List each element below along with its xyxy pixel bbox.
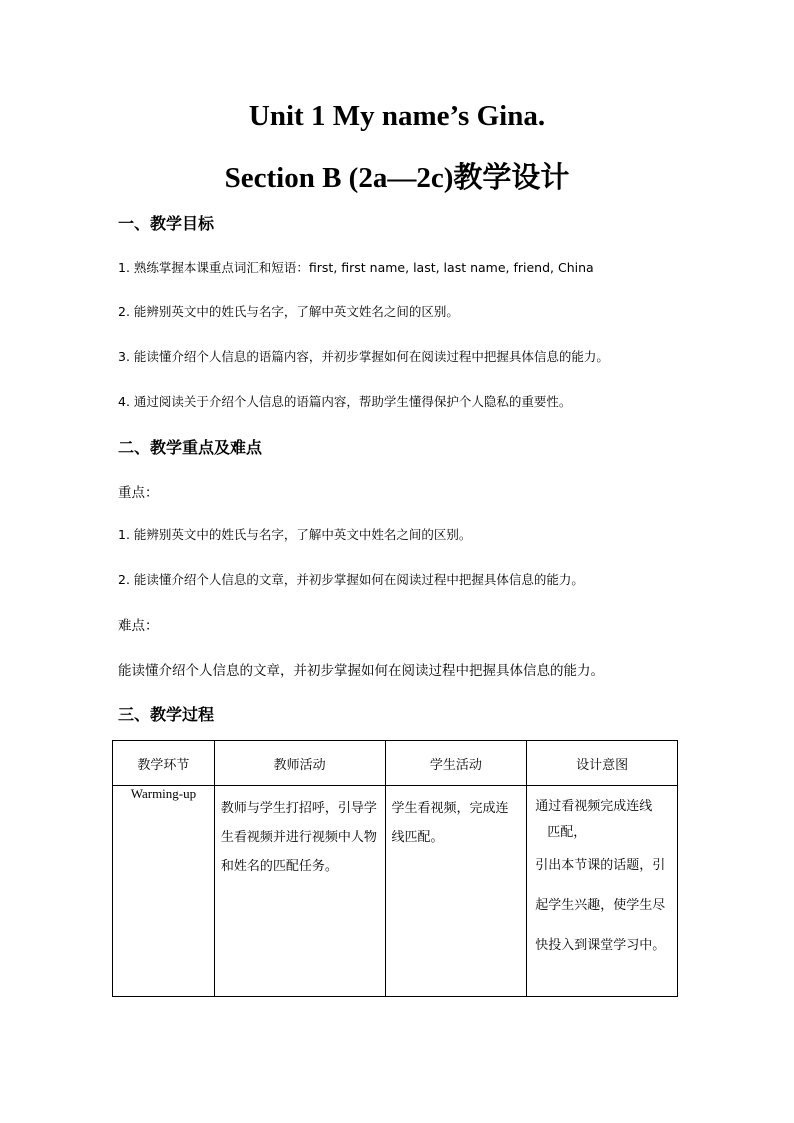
header-teacher-activity: 教师活动 bbox=[214, 741, 385, 786]
objective-item-1: 1. 熟练掌握本课重点词汇和短语：first, first name, last, last name, friend, China bbox=[118, 260, 594, 275]
document-title: Unit 1 My name’s Gina. bbox=[248, 100, 546, 132]
student-activity-text: 学生看视频，完成连线匹配。 bbox=[391, 801, 509, 845]
design-intent-line1: 通过看视频完成连线 bbox=[535, 799, 653, 814]
key-item-2: 2. 能读懂介绍个人信息的文章，并初步掌握如何在阅读过程中把握具体信息的能力。 bbox=[118, 572, 584, 587]
stage-cell: Warming-up bbox=[113, 786, 215, 997]
design-intent-line2: 匹配， bbox=[547, 825, 587, 840]
table-header-row bbox=[113, 741, 678, 786]
document-subtitle: Section B (2a—2c)教学设计 bbox=[224, 162, 570, 194]
key-item-1: 1. 能辨别英文中的姓氏与名字，了解中英文中姓名之间的区别。 bbox=[118, 527, 472, 542]
design-intent-text bbox=[527, 786, 677, 966]
objective-item-3: 3. 能读懂介绍个人信息的语篇内容，并初步掌握如何在阅读过程中把握具体信息的能力。 bbox=[118, 349, 609, 364]
objective-item-2: 2. 能辨别英文中的姓氏与名字，了解中英文姓名之间的区别。 bbox=[118, 304, 459, 319]
objective-item-4: 4. 通过阅读关于介绍个人信息的语篇内容，帮助学生懂得保护个人隐私的重要性。 bbox=[118, 394, 572, 409]
table-row bbox=[113, 786, 678, 997]
process-heading: 三、教学过程 bbox=[118, 705, 215, 724]
header-design-intent: 设计意图 bbox=[527, 741, 678, 786]
teacher-activity-text: 教师与学生打招呼，引导学生看视频并进行视频中人物和姓名的匹配任务。 bbox=[220, 801, 377, 874]
header-stage: 教学环节 bbox=[113, 741, 215, 786]
objectives-heading: 一、教学目标 bbox=[118, 214, 215, 233]
student-activity-cell bbox=[385, 786, 527, 997]
design-intent-rest: 引出本节课的话题，引起学生兴趣，使学生尽快投入到课堂学习中。 bbox=[535, 858, 666, 953]
key-points-heading: 二、教学重点及难点 bbox=[118, 438, 263, 457]
difficulty-label: 难点： bbox=[118, 618, 159, 634]
header-student-activity: 学生活动 bbox=[385, 741, 527, 786]
key-label: 重点： bbox=[118, 485, 159, 501]
teaching-process-table bbox=[112, 740, 678, 997]
difficulty-text: 能读懂介绍个人信息的文章，并初步掌握如何在阅读过程中把握具体信息的能力。 bbox=[118, 663, 604, 679]
teacher-activity-cell bbox=[214, 786, 385, 997]
design-intent-cell bbox=[527, 786, 678, 997]
